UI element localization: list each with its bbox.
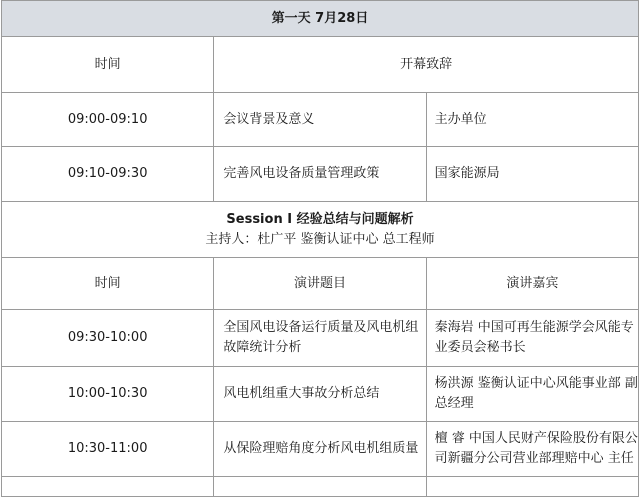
row-speaker: 杨洪源 鉴衡认证中心风能事业部 副总经理 [426, 367, 638, 422]
table-row [2, 93, 639, 147]
table-row [2, 422, 639, 477]
row-speaker: 主办单位 [426, 93, 638, 147]
row-topic [214, 477, 426, 497]
opening-title: 开幕致辞 [214, 37, 639, 93]
opening-time-label: 时间 [2, 37, 214, 93]
row-speaker [426, 477, 638, 497]
session-title-row [2, 202, 639, 258]
row-time: 10:00-10:30 [2, 367, 214, 422]
row-time: 09:30-10:00 [2, 310, 214, 367]
row-speaker: 秦海岩 中国可再生能源学会风能专业委员会秘书长 [426, 310, 638, 367]
table-row [2, 477, 639, 497]
opening-header-row [2, 37, 639, 93]
row-topic: 从保险理赔角度分析风电机组质量 [214, 422, 426, 477]
row-topic: 完善风电设备质量管理政策 [214, 147, 426, 202]
row-speaker: 檀 睿 中国人民财产保险股份有限公司新疆分公司营业部理赔中心 主任 [426, 422, 638, 477]
row-topic: 风电机组重大事故分析总结 [214, 367, 426, 422]
col-topic-header: 演讲题目 [214, 258, 426, 310]
col-time-header: 时间 [2, 258, 214, 310]
row-topic: 全国风电设备运行质量及风电机组故障统计分析 [214, 310, 426, 367]
agenda-table [1, 0, 639, 497]
session-header-row [2, 258, 639, 310]
table-row [2, 310, 639, 367]
table-row [2, 147, 639, 202]
row-time: 09:00-09:10 [2, 93, 214, 147]
table-row [2, 367, 639, 422]
session-title-cell [2, 202, 639, 258]
session-host: 主持人：杜广平 鉴衡认证中心 总工程师 [205, 231, 435, 247]
row-time: 09:10-09:30 [2, 147, 214, 202]
session-title: Session Ⅰ 经验总结与问题解析 [226, 211, 414, 227]
row-time: 10:30-11:00 [2, 422, 214, 477]
day-header: 第一天 7月28日 [2, 1, 639, 37]
row-topic: 会议背景及意义 [214, 93, 426, 147]
day-header-row [2, 1, 639, 37]
col-speaker-header: 演讲嘉宾 [426, 258, 638, 310]
row-speaker: 国家能源局 [426, 147, 638, 202]
row-time [2, 477, 214, 497]
